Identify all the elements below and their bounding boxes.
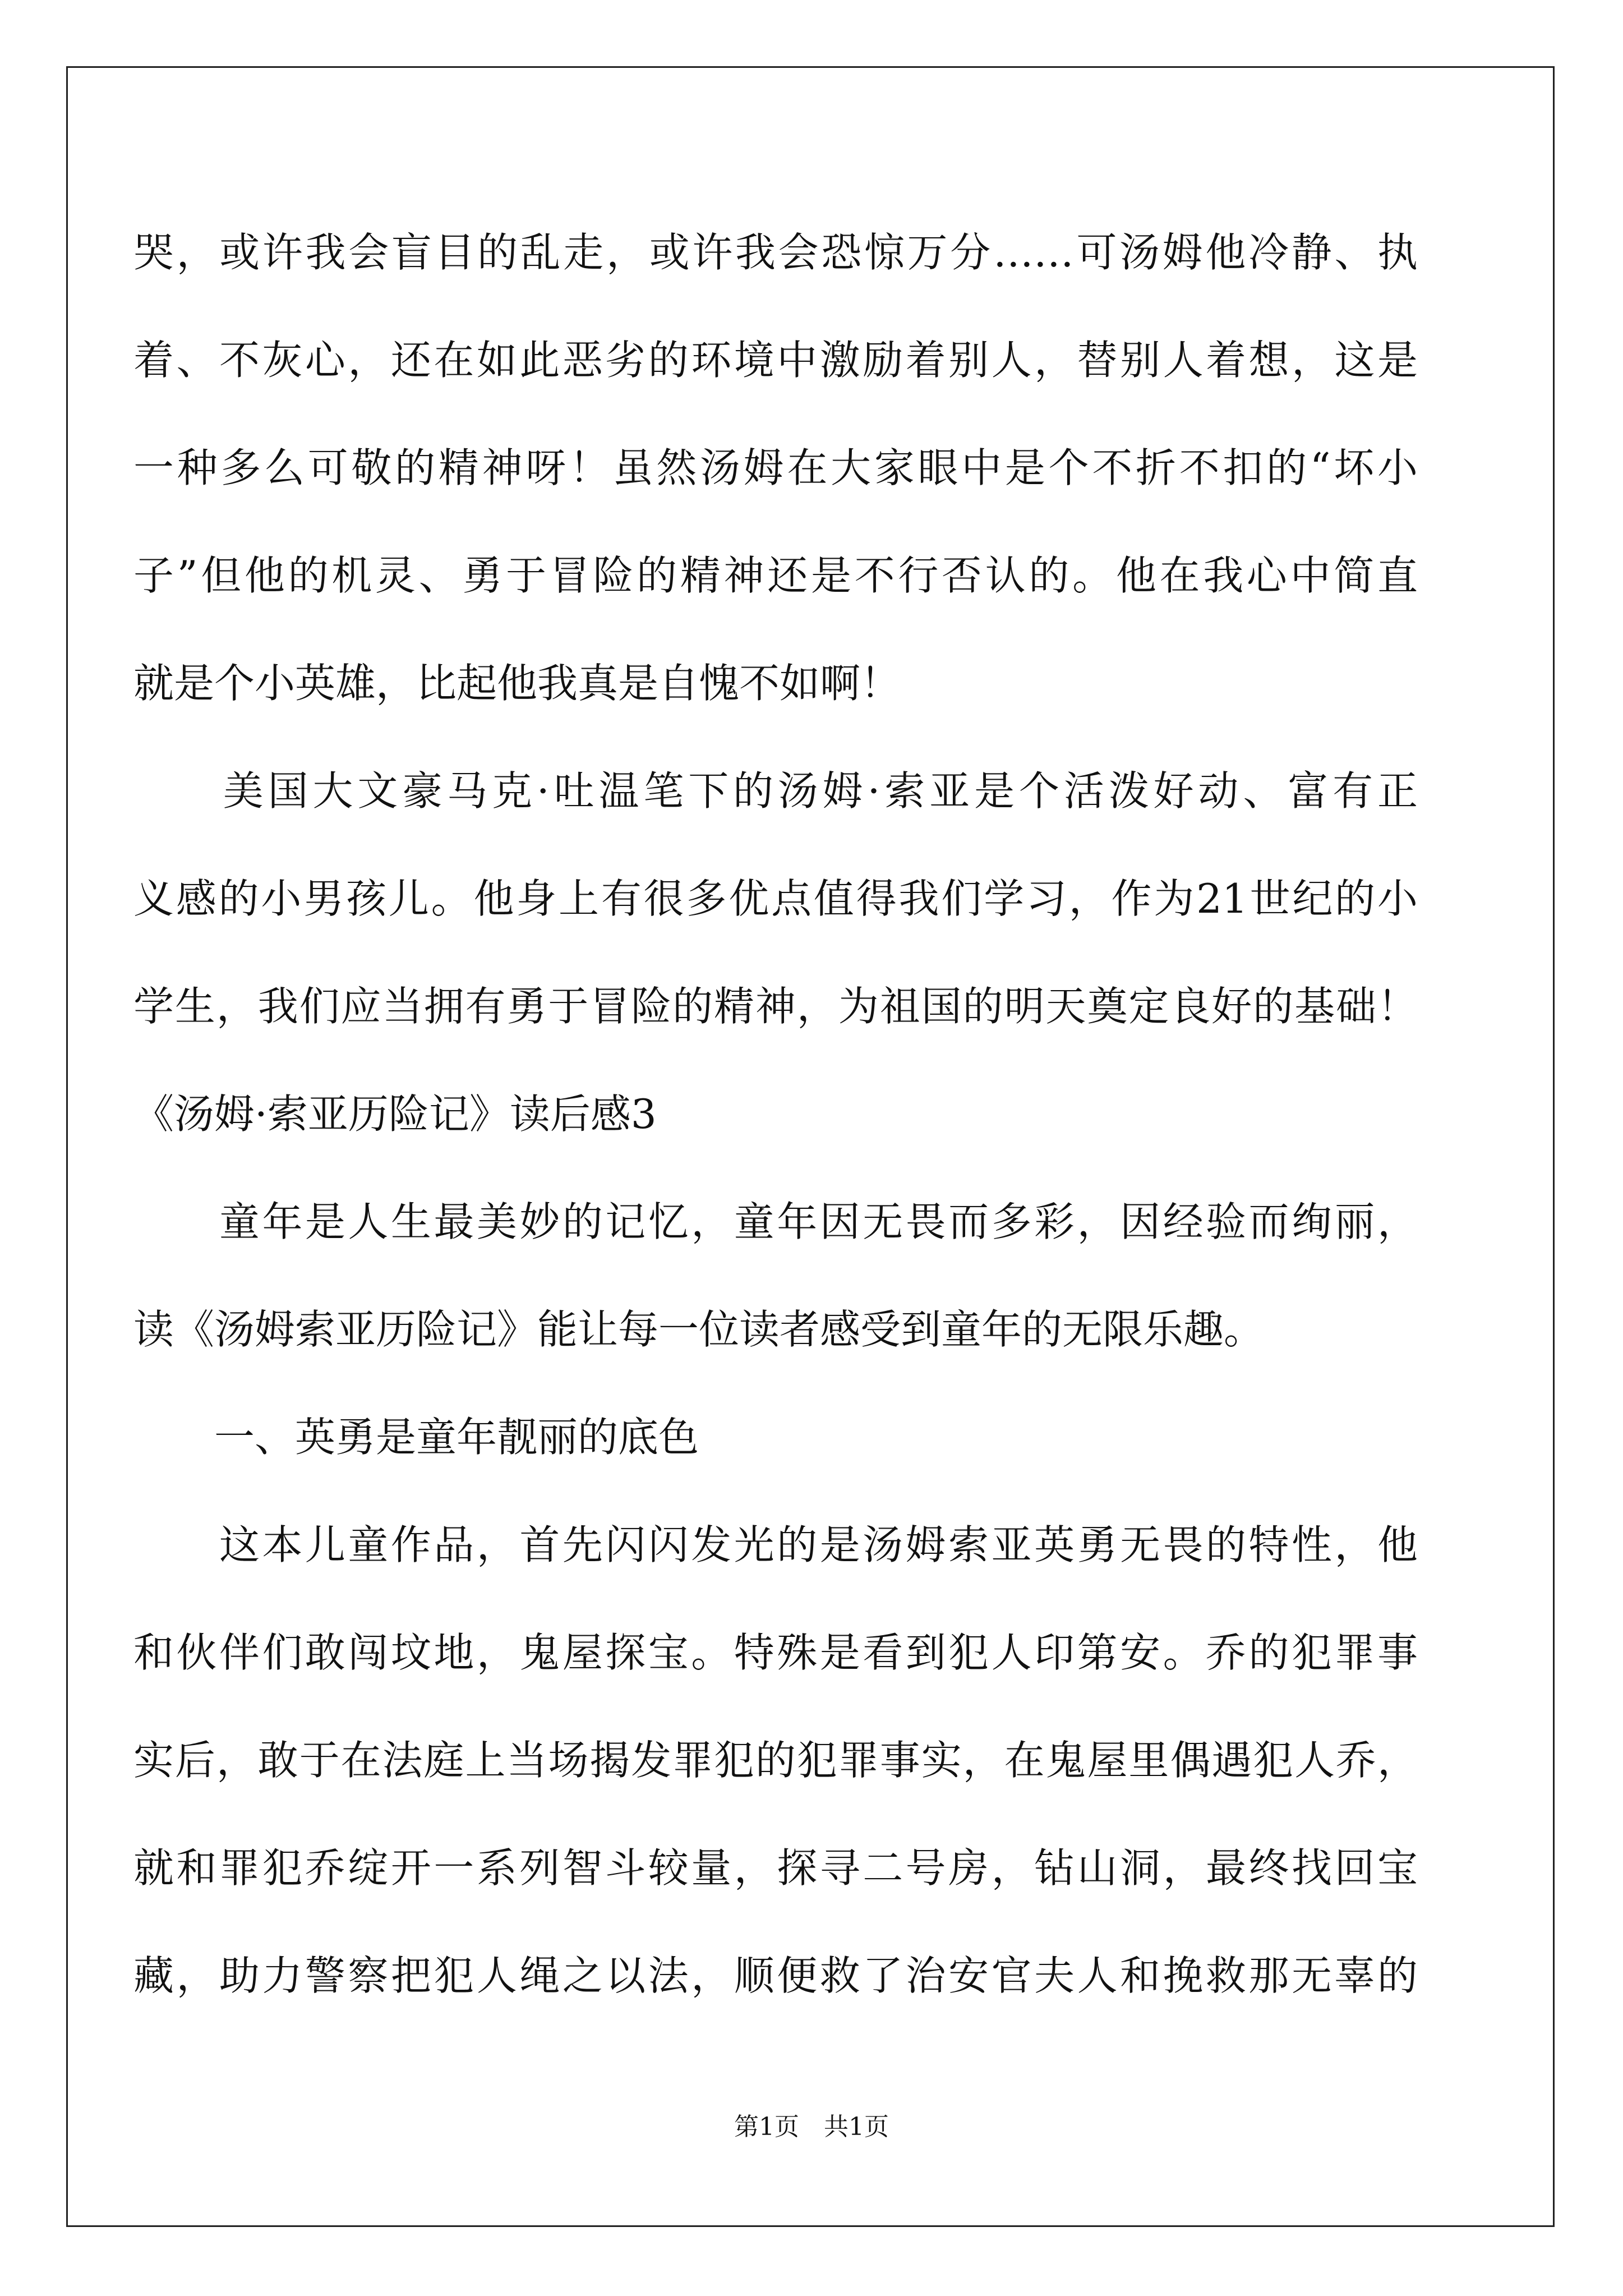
page-footer: 第1页 共1页: [734, 2113, 889, 2141]
text-line: 就和罪犯乔绽开一系列智斗较量，探寻二号房，钻山洞，最终找回宝: [133, 1844, 1418, 1892]
text-line: 学生，我们应当拥有勇于冒险的精神，为祖国的明天奠定良好的基础！: [133, 983, 1418, 1030]
subheading: 一、英勇是童年靓丽的底色: [133, 1414, 699, 1461]
section-heading: 《汤姆·索亚历险记》读后感3: [133, 1091, 657, 1138]
text-line: 藏，助力警察把犯人绳之以法，顺便救了治安官夫人和挽救那无辜的: [133, 1952, 1418, 1999]
text-line: 和伙伴们敢闯坟地，鬼屋探宝。特殊是看到犯人印第安。乔的犯罪事: [133, 1629, 1418, 1676]
text-line: 这本儿童作品，首先闪闪发光的是汤姆索亚英勇无畏的特性，他: [133, 1521, 1418, 1568]
text-line: 美国大文豪马克·吐温笔下的汤姆·索亚是个活泼好动、富有正: [133, 767, 1418, 815]
page-border: [66, 66, 1555, 2227]
text-line: 实后，敢于在法庭上当场揭发罪犯的犯罪事实，在鬼屋里偶遇犯人乔，: [133, 1737, 1418, 1784]
text-line: 读《汤姆索亚历险记》能让每一位读者感受到童年的无限乐趣。: [133, 1306, 1265, 1353]
text-line: 义感的小男孩儿。他身上有很多优点值得我们学习，作为21世纪的小: [133, 875, 1418, 922]
text-line: 一种多么可敬的精神呀！虽然汤姆在大家眼中是个不折不扣的“坏小: [133, 444, 1418, 491]
text-line: 就是个小英雄，比起他我真是自愧不如啊！: [133, 660, 901, 707]
text-line: 着、不灰心，还在如此恶劣的环境中激励着别人，替别人着想，这是: [133, 337, 1418, 384]
text-line: 童年是人生最美妙的记忆，童年因无畏而多彩，因经验而绚丽，: [133, 1198, 1418, 1245]
text-line: 子”但他的机灵、勇于冒险的精神还是不行否认的。他在我心中简直: [133, 552, 1418, 599]
text-line: 哭，或许我会盲目的乱走，或许我会恐惊万分……可汤姆他冷静、执: [133, 229, 1418, 276]
